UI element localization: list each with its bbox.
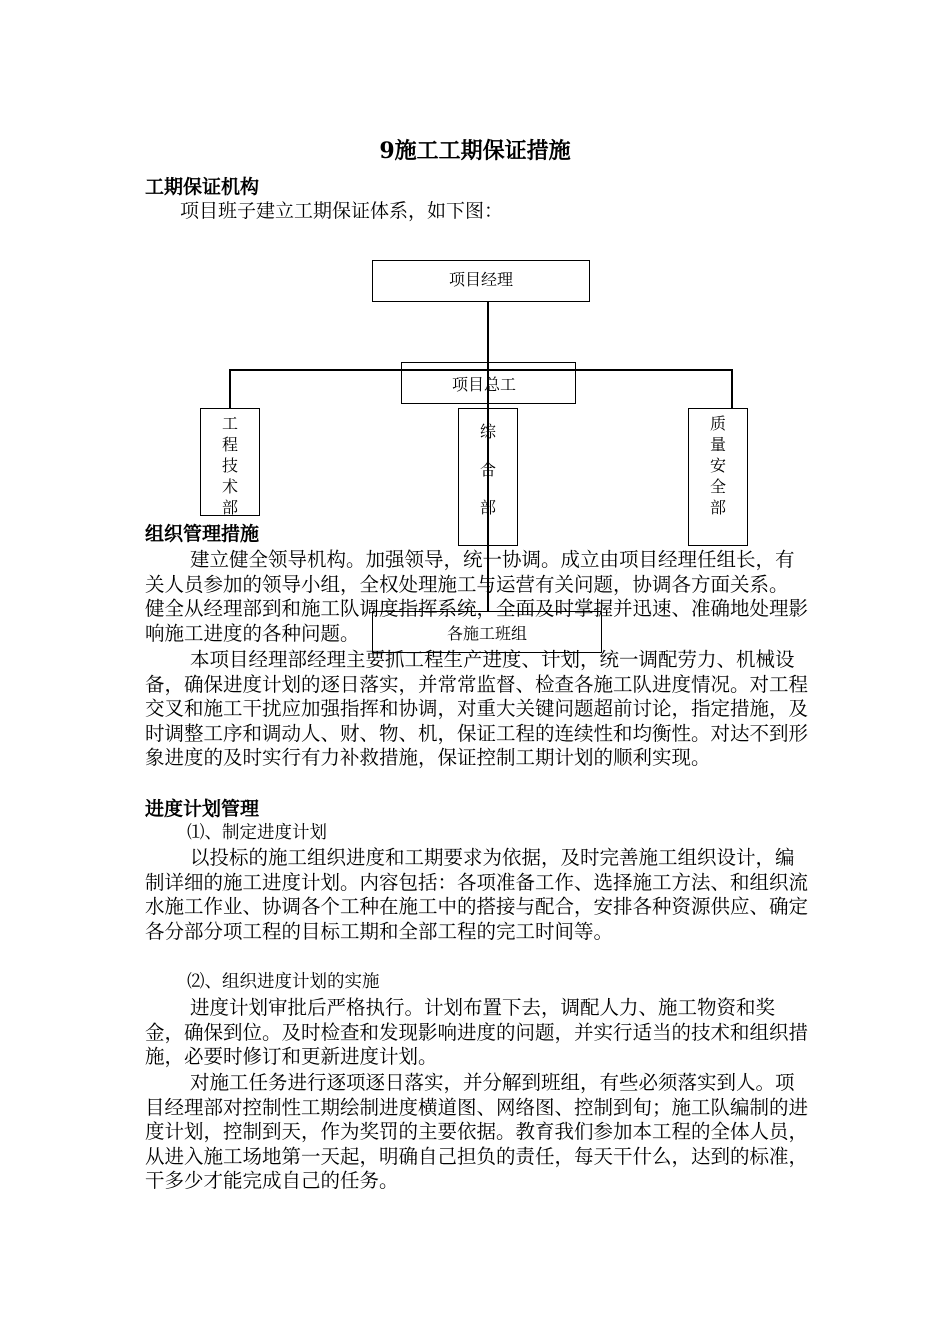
chart-char: 安 — [709, 456, 726, 475]
chart-char: 术 — [221, 477, 238, 496]
org-intro: 项目班子建立工期保证体系，如下图： — [180, 200, 504, 222]
chart-char: 部 — [479, 498, 496, 517]
chart-box-chief-engineer — [401, 362, 576, 404]
chart-label-teams: 各施工班组 — [446, 623, 527, 643]
schedule-paragraph-2: 进度计划审批后严格执行。计划布置下去，调配人力、施工物资和奖金，确保到位。及时检查和发现影响进度的问题，并实行适当的技术和组织措施，必要时修订和更新进度计划。 — [145, 996, 809, 1069]
chart-char: 合 — [479, 460, 496, 479]
schedule-paragraph-1: 以投标的施工组织进度和工期要求为依据，及时完善施工组织设计，编制详细的施工进度计划。内容包括：各项准备工作、选择施工方法、和组织流水施工作业、协调各个工种在施工中的搭接与配合，安排各种资源供应、确定各分部分项工程的目标工期和全部工程的完工时间等。 — [145, 846, 809, 943]
section-heading-management: 组织管理措施 — [145, 523, 260, 545]
chart-char: 部 — [709, 498, 726, 517]
chart-char: 程 — [221, 435, 238, 454]
management-paragraph-2: 本项目经理部经理主要抓工程生产进度、计划，统一调配劳力、机械设备，确保进度计划的逐日落实，并常常监督、检查各施工队进度情况。对工程交叉和施工干扰应加强指挥和协调，对重大关键问题超前讨论，指定措施，及时调整工序和调动人、财、物、机，保证工程的连续性和均衡性。对达不到形象进度的及时实行有力补救措施，保证控制工期计划的顺利实现。 — [145, 648, 809, 770]
chart-char: 技 — [221, 456, 238, 475]
schedule-item-2: ⑵、组织进度计划的实施 — [187, 972, 380, 992]
section-heading-org: 工期保证机构 — [145, 176, 260, 198]
chart-box-engineering-dept — [200, 408, 260, 516]
chart-label-manager: 项目经理 — [448, 270, 513, 289]
chart-connector-left — [229, 369, 231, 409]
page-title: 9施工工期保证措施 — [379, 138, 571, 164]
chart-box-quality-dept — [688, 408, 748, 546]
section-heading-schedule: 进度计划管理 — [145, 798, 260, 820]
chart-char: 全 — [709, 477, 726, 496]
chart-char: 综 — [479, 422, 496, 441]
chart-label-chief-engineer: 项目总工 — [452, 374, 517, 394]
chart-char: 工 — [221, 414, 238, 433]
chart-connector-right — [731, 369, 733, 409]
chart-char: 质 — [709, 414, 726, 433]
schedule-paragraph-3: 对施工任务进行逐项逐日落实，并分解到班组，有些必须落实到人。项目经理部对控制性工期绘制进度横道图、网络图、控制到旬；施工队编制的进度计划，控制到天，作为奖罚的主要依据。教育我们参加本工程的全体人员，从进入施工场地第一天起，明确自己担负的责任，每天干什么，达到的标准，干多少才能完成自己的任务。 — [145, 1071, 809, 1193]
management-paragraph-1: 建立健全领导机构。加强领导，统一协调。成立由项目经理任组长，有关人员参加的领导小组，全权处理施工与运营有关问题，协调各方面关系。 健全从经理部到和施工队调度指挥系统，全面及时掌握并迅速、准确地处理影响施工进度的各种问题。 — [145, 548, 809, 645]
chart-char: 部 — [221, 498, 238, 517]
chart-box-manager — [372, 260, 590, 302]
schedule-item-1: ⑴、制定进度计划 — [187, 823, 327, 843]
chart-box-general-dept — [458, 408, 518, 546]
chart-char: 量 — [709, 435, 726, 454]
